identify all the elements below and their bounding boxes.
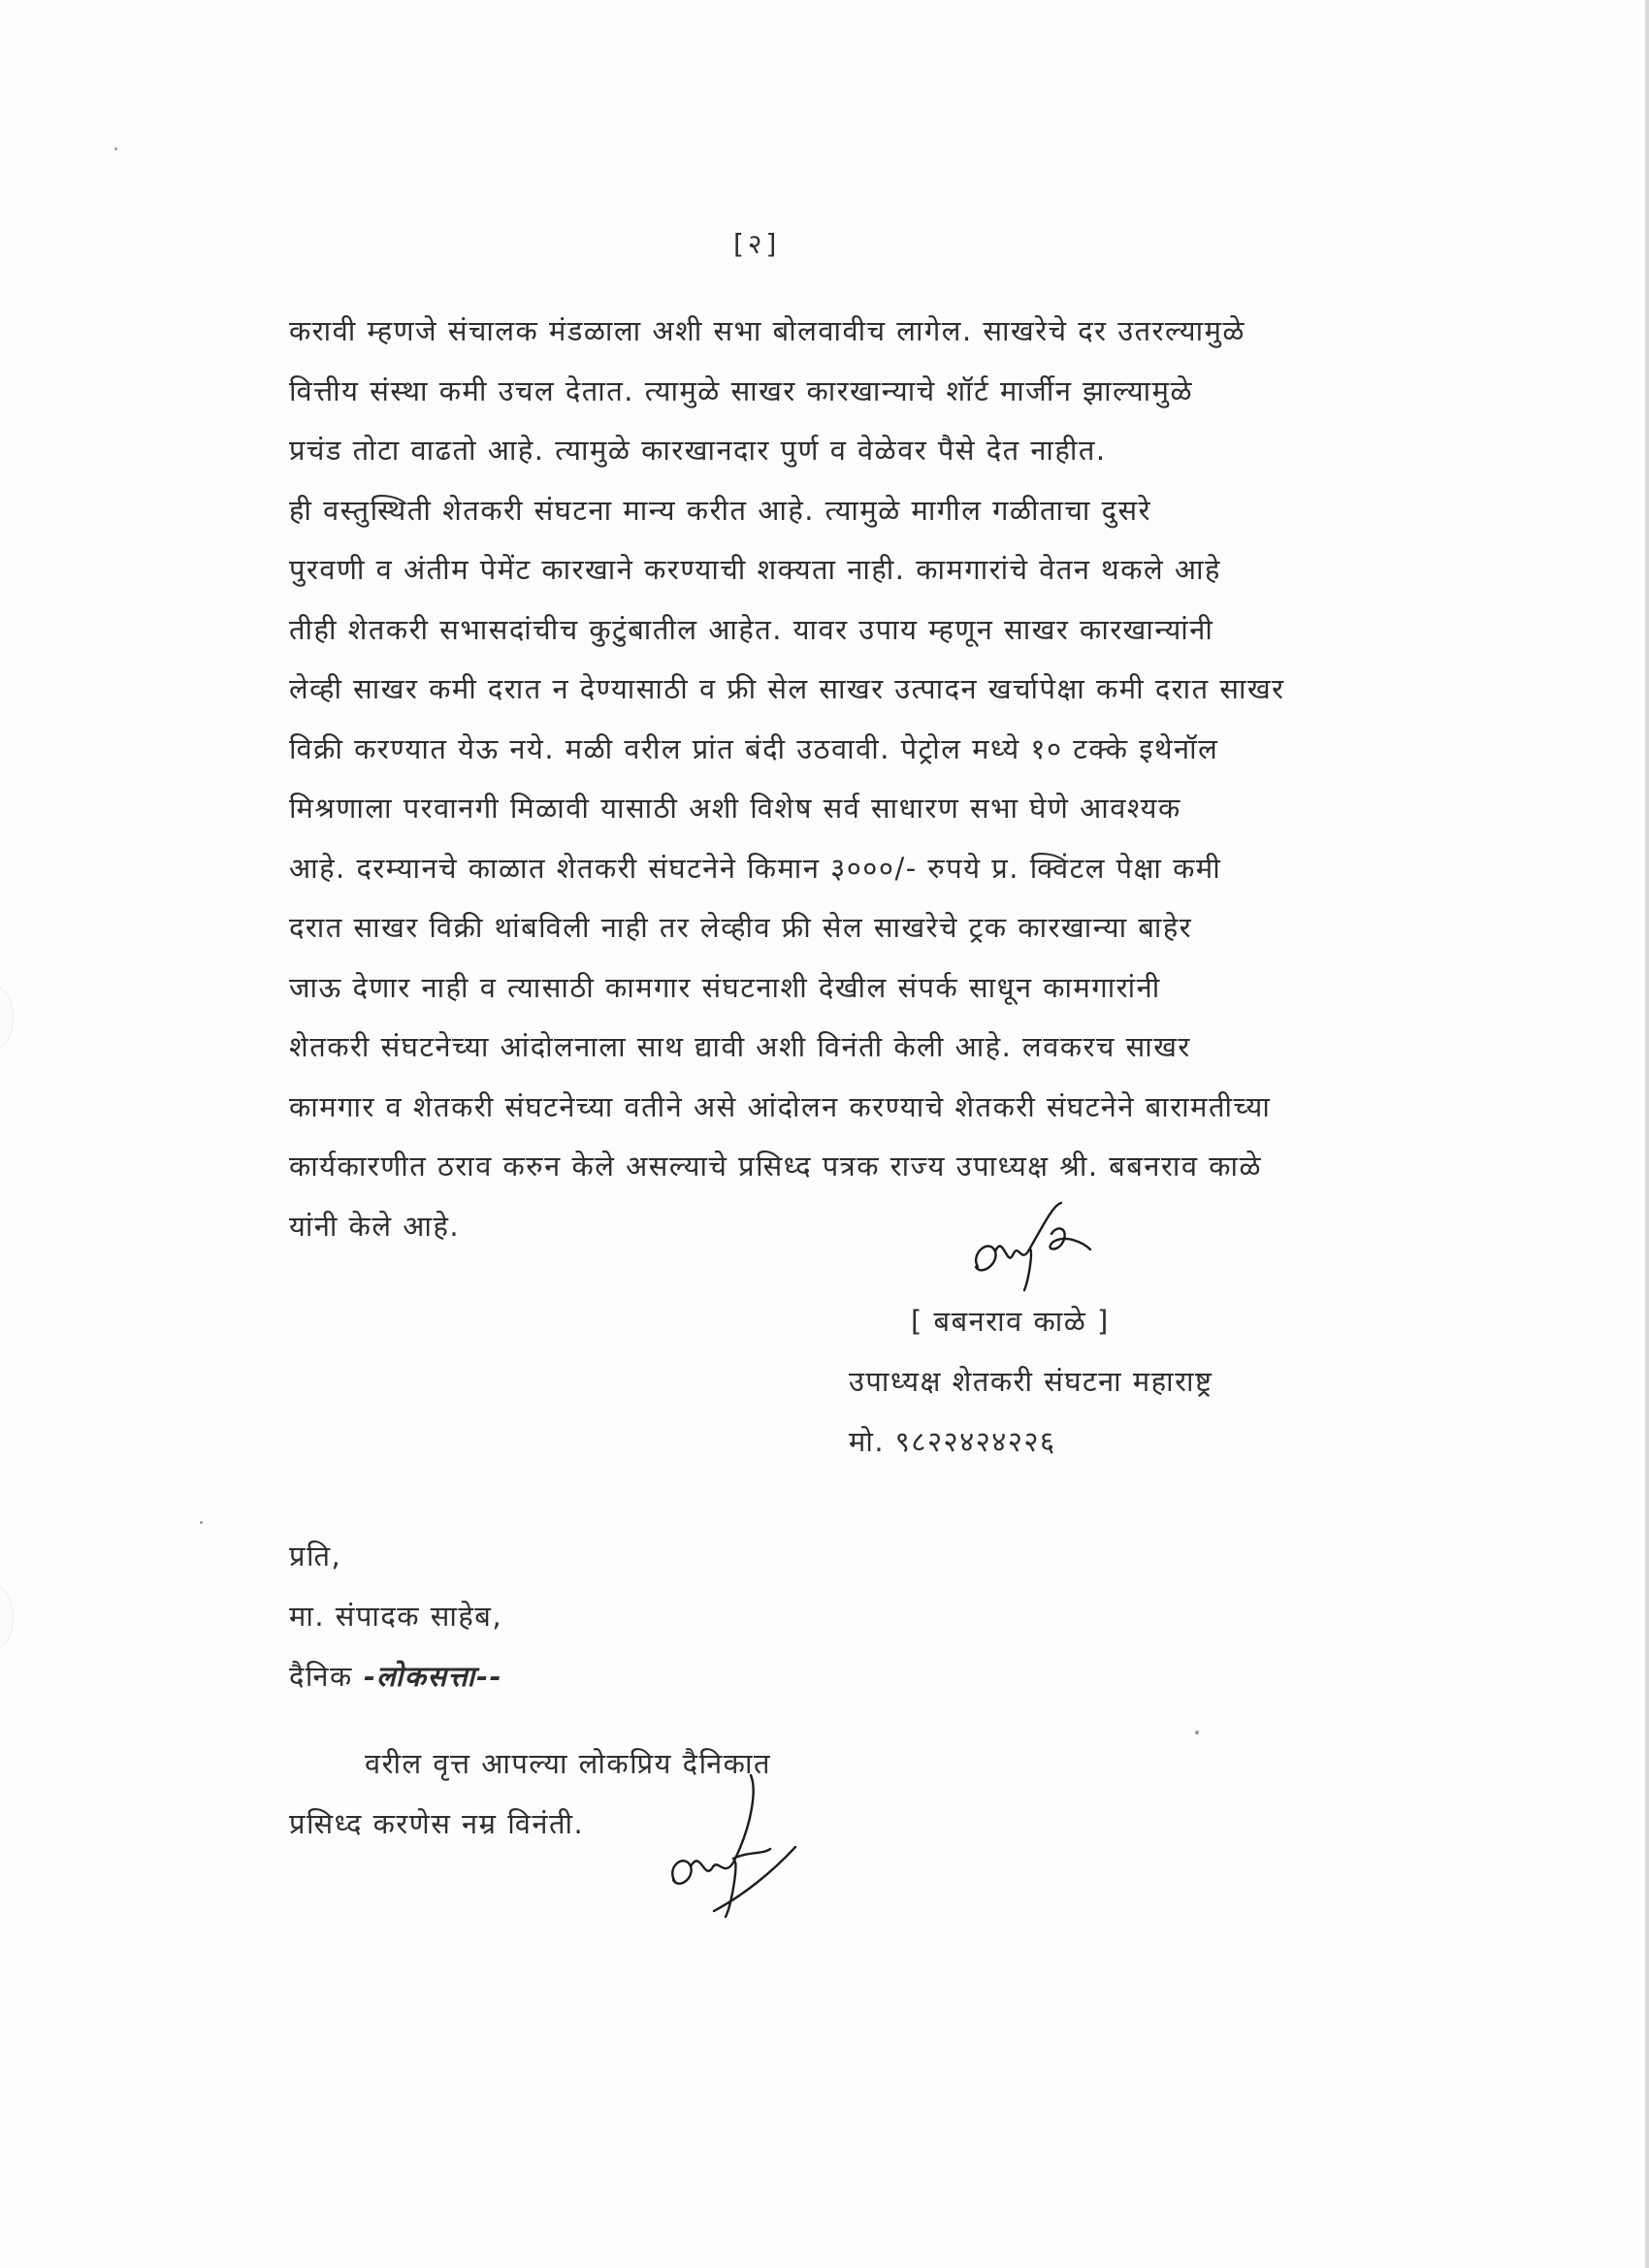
paper-speck [114, 147, 117, 150]
signatory-phone: मो. ९८२२४२४२२६ [849, 1425, 1056, 1458]
signatory-name: [ बबनराव काळे ] [911, 1305, 1110, 1338]
body-line: शेतकरी संघटनेच्या आंदोलनाला साथ द्यावी अशी विनंती केली आहे. लवकरच साखर [289, 1030, 1191, 1063]
handwritten-initials [656, 1766, 801, 1930]
body-line: पुरवणी व अंतीम पेमेंट कारखाने करण्याची शक्यता नाही. कामगारांचे वेतन थकले आहे [289, 553, 1221, 586]
body-line: आहे. दरम्यानचे काळात शेतकरी संघटनेने किमान ३०००/- रुपये प्र. क्विंटल पेक्षा कमी [289, 851, 1222, 885]
body-line: प्रचंड तोटा वाढतो आहे. त्यामुळे कारखानदार पुर्ण व वेळेवर पैसे देत नाहीत. [289, 434, 1107, 467]
paper-speck [1195, 1731, 1199, 1734]
page-number: [२] [733, 228, 781, 260]
punch-hole-mark [0, 988, 14, 1048]
newspaper-prefix: दैनिक [289, 1660, 353, 1693]
page-edge [1645, 0, 1649, 2268]
request-line: प्रसिध्द करणेस नम्र विनंती. [289, 1807, 585, 1840]
newspaper-line [289, 1657, 502, 1717]
newspaper-name: -लोकसत्ता-- [363, 1660, 502, 1693]
letter-body [289, 308, 1550, 1263]
body-line: कार्यकारणीत ठराव करुन केले असल्याचे प्रसिध्द पत्रक राज्य उपाध्यक्ष श्री. बबनराव काळे [289, 1150, 1263, 1183]
body-line: कामगार व शेतकरी संघटनेच्या वतीने असे आंदोलन करण्याचे शेतकरी संघटनेने बारामतीच्या [289, 1089, 1272, 1123]
addressee: मा. संपादक साहेब, [289, 1600, 503, 1633]
body-line: लेव्ही साखर कमी दरात न देण्यासाठी व फ्री सेल साखर उत्पादन खर्चापेक्षा कमी दरात साखर [289, 672, 1285, 705]
paper-speck [200, 1521, 203, 1524]
recipient-address [289, 1537, 502, 1717]
body-line: विक्री करण्यात येऊ नये. मळी वरील प्रांत बंदी उठवावी. पेट्रोल मध्ये १० टक्के इथेनॉल [289, 731, 1219, 765]
body-line: वित्तीय संस्था कमी उचल देतात. त्यामुळे साखर कारखान्याचे शॉर्ट मार्जीन झाल्यामुळे [289, 373, 1194, 407]
body-line: ही वस्तुस्थिती शेतकरी संघटना मान्य करीत आहे. त्यामुळे मागील गळीताचा दुसरे [289, 493, 1152, 527]
body-line: करावी म्हणजे संचालक मंडळाला अशी सभा बोलवावीच लागेल. साखरेचे दर उतरल्यामुळे [289, 314, 1245, 347]
signatory-title: उपाध्यक्ष शेतकरी संघटना महाराष्ट्र [849, 1365, 1213, 1398]
body-line: जाऊ देणार नाही व त्यासाठी कामगार संघटनाशी देखील संपर्क साधून कामगारांनी [289, 970, 1161, 1004]
request-line: वरील वृत्त आपल्या लोकप्रिय दैनिकात [365, 1747, 771, 1780]
handwritten-signature [960, 1195, 1106, 1312]
body-line: तीही शेतकरी सभासदांचीच कुटुंबातील आहेत. यावर उपाय म्हणून साखर कारखान्यांनी [289, 612, 1214, 646]
body-line: दरात साखर विक्री थांबविली नाही तर लेव्हीव फ्री सेल साखरेचे ट्रक कारखान्या बाहेर [289, 911, 1193, 944]
body-line: यांनी केले आहे. [289, 1209, 461, 1243]
salutation: प्रति, [289, 1539, 342, 1572]
punch-hole-mark [0, 1587, 14, 1647]
body-line: मिश्रणाला परवानगी मिळावी यासाठी अशी विशेष सर्व साधारण सभा घेणे आवश्यक [289, 792, 1181, 825]
